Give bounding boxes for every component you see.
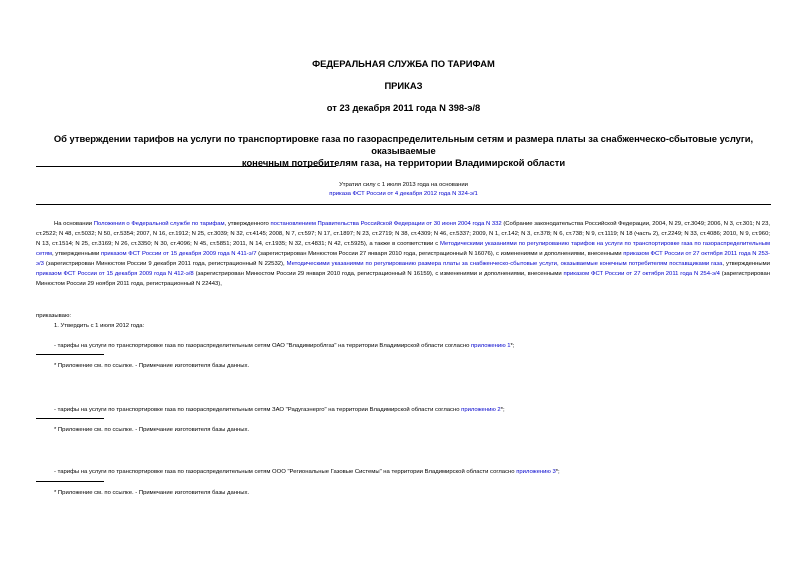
- order-item-1: 1. Утвердить с 1 июля 2012 года:: [54, 323, 145, 329]
- footnote-separator: [36, 354, 104, 355]
- tariff-line-2: - тарифы на услуги по транспортировке газа по газораспределительным сетям ЗАО "Радугаэнерго" на территории Владимирской области согласно приложению 2*;: [54, 407, 505, 413]
- title-line-2: конечным потребителям газа, на территории Владимирской области: [241, 157, 566, 168]
- footnote-separator: [36, 481, 104, 482]
- footnote-1: * Приложение см. по ссылке. - Примечание изготовителя базы данных.: [54, 363, 250, 369]
- appendix-2-link[interactable]: приложению 2: [461, 407, 501, 413]
- footnote-2: * Приложение см. по ссылке. - Примечание изготовителя базы данных.: [54, 427, 250, 433]
- tariff-line-1: - тарифы на услуги по транспортировке газа по газораспределительным сетям ОАО "Владимироблгаз" на территории Владимирской области согласно приложению 1*;: [54, 343, 515, 349]
- title-line-1: Об утверждении тарифов на услуги по транспортировке газа по газораспределительным сетям и размера платы за снабженческо-сбытовые услуги, оказываемые: [53, 133, 754, 156]
- separator-line: [36, 166, 336, 167]
- link-methodical-guidelines-transport[interactable]: Методическими указаниями по регулированию тарифов на услуги по транспортировке газа по газораспределительным сетям: [36, 241, 771, 257]
- separator-line-full: [36, 204, 771, 205]
- link-order-254[interactable]: приказом ФСТ России от 27 октября 2011 года N 254-э/4: [563, 271, 720, 277]
- appendix-3-link[interactable]: приложению 3: [516, 469, 556, 475]
- prikazyvayu: приказываю:: [36, 313, 72, 319]
- appendix-1-link[interactable]: приложению 1: [470, 343, 511, 349]
- link-regulation[interactable]: Положения о Федеральной службе по тарифам: [93, 221, 225, 227]
- status-note-text: Утратил силу с 1 июля 2013 года на основании: [339, 182, 468, 188]
- preamble-paragraph: На основании Положения о Федеральной службе по тарифам, утвержденного постановлением Правительства Российской Федерации от 30 июня 2004 года N 332 (Собрание законодательства Российской Федерации, 2004, N 29, ст.3049; 2006, N 3, ст.301; N 23, ст.2522; N 48, ст.5032; N 50, ст.5354; 2007, N 16, ст.1912; N 25, ст.3039; N 32, ст.4145; 2008, N 7, ст.597; N 17, ст.1897; N 23, ст.2719; N 38, ст.4309; N 46, ст.5337; 2009, N 1, ст.142; N 3, ст.378; N 6, ст.738; N 9, ст.1119; N 18 (часть 2), ст.2249; N 33, ст.4086; 2010, N 9, ст.960; N 13, ст.1514; N 25, ст.3169; N 26, ст.3350; N 30, ст.4096; N 45, ст.5851; 2011, N 14, ст.1935; N 32, ст.4831; N 42, ст.5925), а также в соответствии с Методическими указаниями по регулированию тарифов на услуги по транспортировке газа по газораспределительным сетям, утвержденными приказом ФСТ России от 15 декабря 2009 года N 411-э/7 (зарегистрирован Минюстом России 27 января 2010 года, регистрационный N 16076), с изменениями и дополнениями, внесенными приказом ФСТ России от 27 октября 2011 года N 253-э/3 (зарегистрирован Минюстом России 9 декабря 2011 года, регистрационный N 22532), Методическими указаниями по регулированию размера платы за снабженческо-сбытовые услуги, оказываемые конечным потребителям поставщиками газа, утвержденными приказом ФСТ России от 15 декабря 2009 года N 412-э/8 (зарегистрирован Минюстом России 29 января 2010 года, регистрационный N 16159), с изменениями и дополнениями, внесенными приказом ФСТ России от 27 октября 2011 года N 254-э/4 (зарегистрирован Минюстом России 29 ноября 2011 года, регистрационный N 22443),: [36, 221, 771, 287]
- link-order-411[interactable]: приказом ФСТ России от 15 декабря 2009 года N 411-э/7: [100, 251, 257, 257]
- footnote-3: * Приложение см. по ссылке. - Примечание изготовителя базы данных.: [54, 490, 250, 496]
- document-type: ПРИКАЗ: [384, 80, 423, 91]
- link-order-412[interactable]: приказом ФСТ России от 15 декабря 2009 года N 412-э/8: [36, 271, 194, 277]
- link-methodical-guidelines-supply[interactable]: Методическими указаниями по регулированию размера платы за снабженческо-сбытовые услуги, оказываемые конечным потребителям поставщиками газа: [286, 261, 723, 267]
- tariff-line-3: - тарифы на услуги по транспортировке газа по газораспределительным сетям ООО "Региональные Газовые Системы" на территории Владимирской области согласно приложению 3*;: [54, 469, 560, 475]
- document-title: [40, 133, 767, 169]
- agency-name: ФЕДЕРАЛЬНАЯ СЛУЖБА ПО ТАРИФАМ: [312, 58, 495, 69]
- status-note: [0, 181, 807, 199]
- link-government-decree[interactable]: постановлением Правительства Российской Федерации от 30 июня 2004 года N 332: [270, 221, 502, 227]
- link-order-253[interactable]: приказом ФСТ России от 27 октября 2011 года N 253-э/3: [36, 251, 770, 267]
- status-note-link[interactable]: приказа ФСТ России от 4 декабря 2012 года N 324-э/1: [329, 191, 478, 197]
- document-date: от 23 декабря 2011 года N 398-э/8: [326, 102, 481, 113]
- footnote-separator: [36, 418, 104, 419]
